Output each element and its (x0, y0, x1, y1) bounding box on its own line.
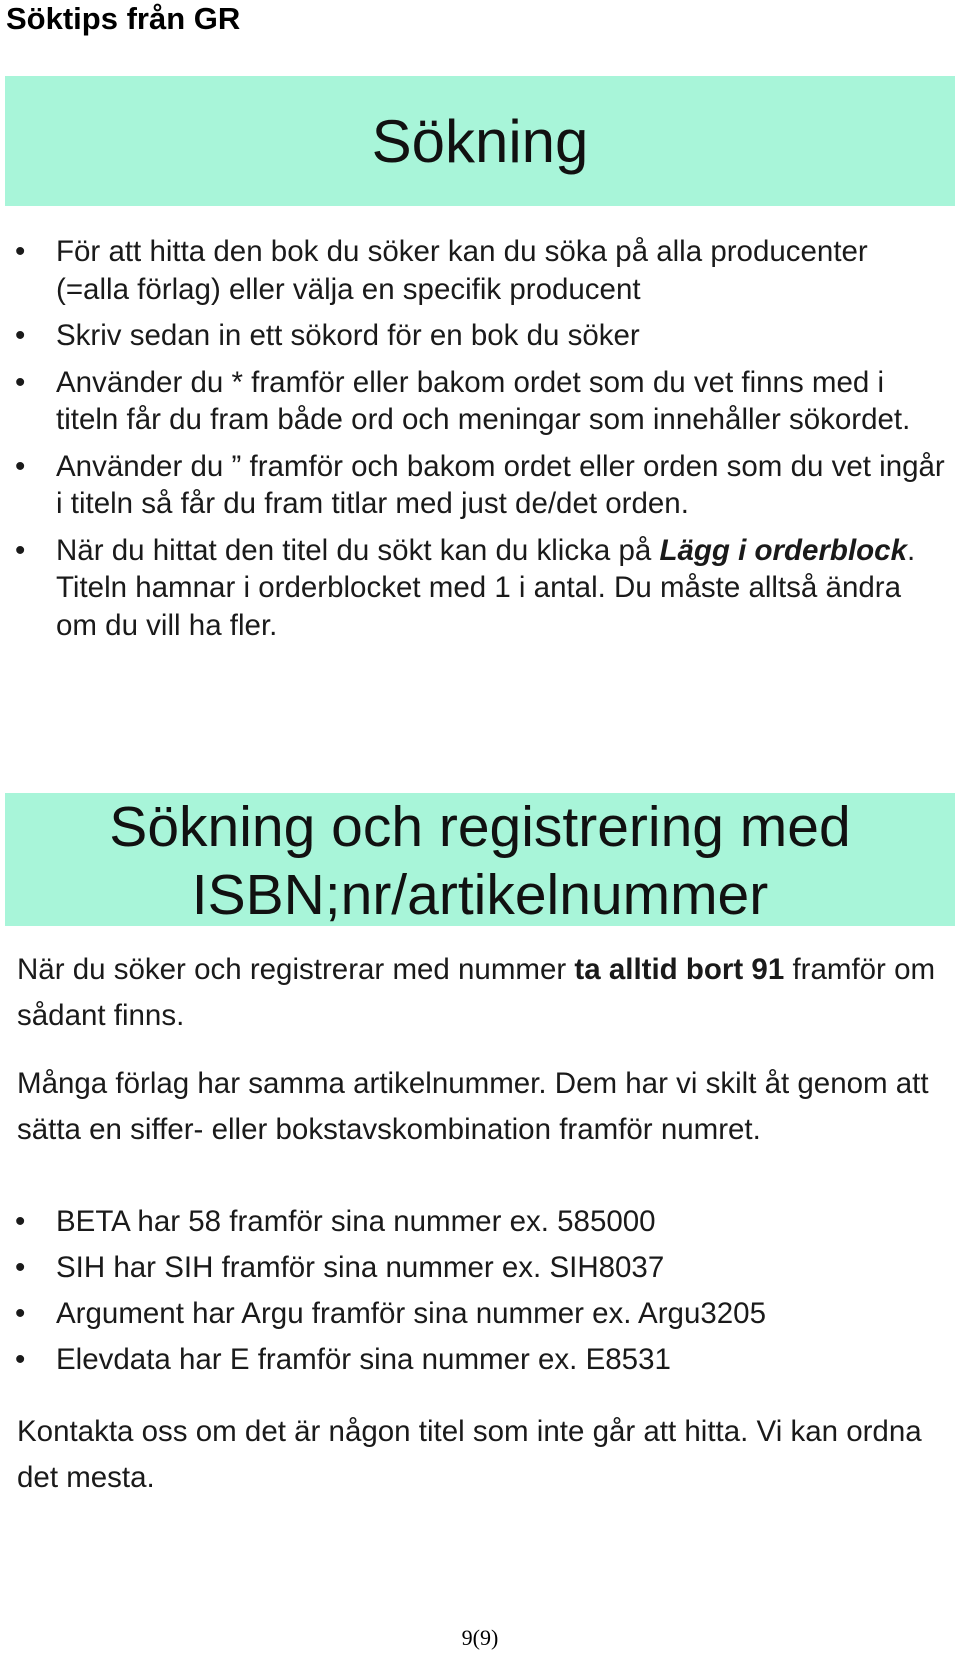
section-title-isbn (5, 793, 955, 929)
text-segment: När du söker och registrerar med nummer (17, 953, 575, 986)
list-item: • SIH har SIH framför sina nummer ex. SIH8037 (0, 1245, 945, 1291)
lagg-i-orderblock-emphasis: Lägg i orderblock (659, 533, 907, 567)
list-item-order-block (0, 532, 945, 645)
text-segment: När du hittat den titel du sökt kan du klicka på (56, 533, 660, 567)
section-title-line: Sökning och registrering med (109, 795, 851, 859)
text-segment: . Titeln hamnar i orderblocket med 1 i antal. Du måste alltså ändra om du vill ha fler. (56, 533, 916, 642)
page-heading: Söktips från GR (6, 1, 241, 36)
section-title-search: Sökning (371, 108, 589, 175)
contact-paragraph: Kontakta oss om det är någon titel som inte går att hitta. Vi kan ordna det mesta. (17, 1415, 922, 1494)
section-header-search (5, 76, 955, 206)
list-item: • Använder du ” framför och bakom ordet eller orden som du vet ingår i titeln så får du fram titlar med just de/det orden. (0, 448, 945, 523)
list-item: • Argument har Argu framför sina nummer ex. Argu3205 (0, 1291, 945, 1337)
list-item: • Använder du * framför eller bakom ordet som du vet finns med i titeln får du fram både ord och meningar som innehåller sökordet. (0, 364, 945, 439)
page-number: 9(9) (461, 1625, 499, 1650)
list-item: • BETA har 58 framför sina nummer ex. 585000 (0, 1199, 945, 1245)
section-header-isbn (5, 793, 955, 926)
section-title-line: ISBN;nr/artikelnummer (191, 863, 769, 927)
article-number-explanation: Många förlag har samma artikelnummer. Dem har vi skilt åt genom att sätta en siffer- eller bokstavskombination framför numret. (17, 1067, 929, 1146)
list-item: • För att hitta den bok du söker kan du söka på alla producenter (=alla förlag) eller välja en specifik producent (0, 233, 945, 308)
list-item: • Elevdata har E framför sina nummer ex. E8531 (0, 1337, 945, 1383)
publisher-prefix-list (0, 1199, 945, 1383)
isbn-intro-paragraph (17, 947, 952, 1039)
remove-91-emphasis: ta alltid bort 91 (574, 953, 785, 986)
text-segment: framför om sådant finns. (17, 953, 936, 1032)
search-tips-list (0, 233, 945, 644)
list-item: • Skriv sedan in ett sökord för en bok du söker (0, 317, 945, 355)
